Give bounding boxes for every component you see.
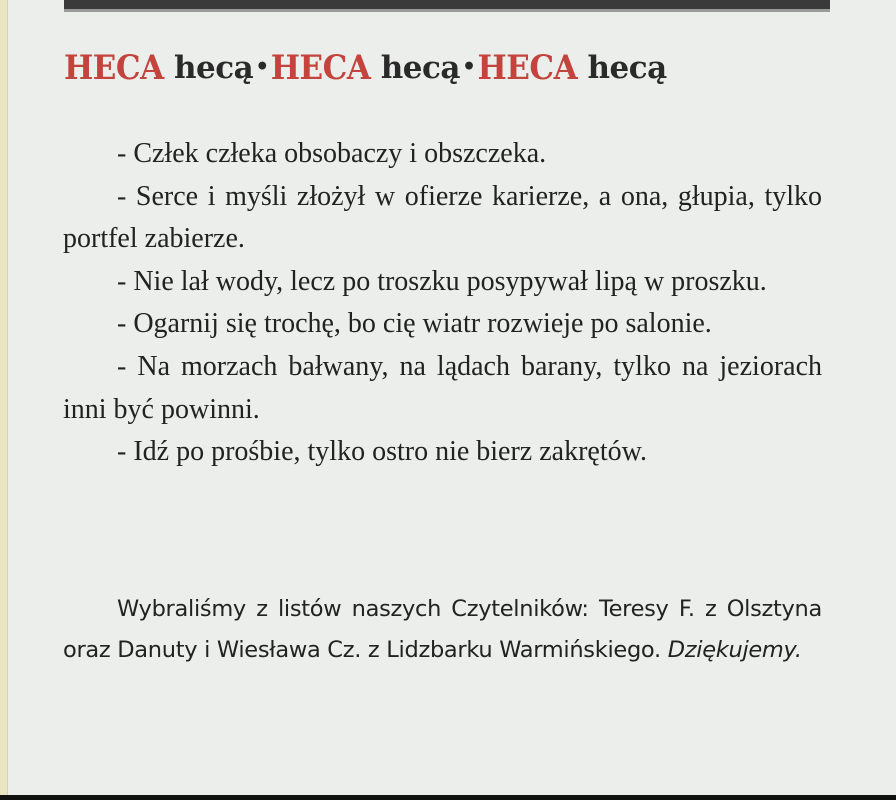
page-edge bbox=[0, 0, 8, 795]
saying: - Serce i myśli złożył w ofierze karierze, a ona, głupia, tylko portfel zabierze. bbox=[63, 180, 822, 255]
saying: - Człek człeka obsobaczy i obszczeka. bbox=[117, 138, 547, 169]
heading-red-word: HECA bbox=[270, 48, 371, 88]
saying: - Ogarnij się trochę, bo cię wiatr rozwieje po salonie. bbox=[117, 308, 712, 340]
heading-separator: • bbox=[255, 54, 269, 80]
closing-thanks: Dziękujemy. bbox=[667, 637, 802, 663]
top-rule-shadow bbox=[64, 9, 830, 12]
heading-red-word: HECA bbox=[64, 48, 164, 88]
saying: - Na morzach bałwany, na lądach barany, tylko na jeziorach inni być powinni. bbox=[63, 350, 822, 425]
heading-dark-word: hecą bbox=[380, 50, 460, 86]
heading-red-word: HECA bbox=[477, 48, 578, 88]
heading-dark-word: hecą bbox=[173, 50, 254, 86]
saying: - Idź po prośbie, tylko ostro nie bierz zakrętów. bbox=[117, 436, 648, 468]
heading-separator: • bbox=[461, 54, 476, 80]
heading-dark-word: hecą bbox=[587, 50, 667, 86]
bottom-edge bbox=[0, 795, 896, 800]
closing-text: Wybraliśmy z listów naszych Czytelników: Teresy F. z Olsztyna oraz Danuty i Wiesława Cz. z Lidzbarku Warmińskiego. bbox=[63, 596, 822, 663]
closing-note bbox=[63, 589, 822, 671]
sayings-list bbox=[63, 133, 822, 474]
closing-paragraph bbox=[63, 589, 822, 671]
saying: - Nie lał wody, lecz po troszku posypywał lipą w proszku. bbox=[117, 265, 767, 297]
top-rule bbox=[64, 0, 830, 9]
section-heading bbox=[64, 50, 824, 86]
